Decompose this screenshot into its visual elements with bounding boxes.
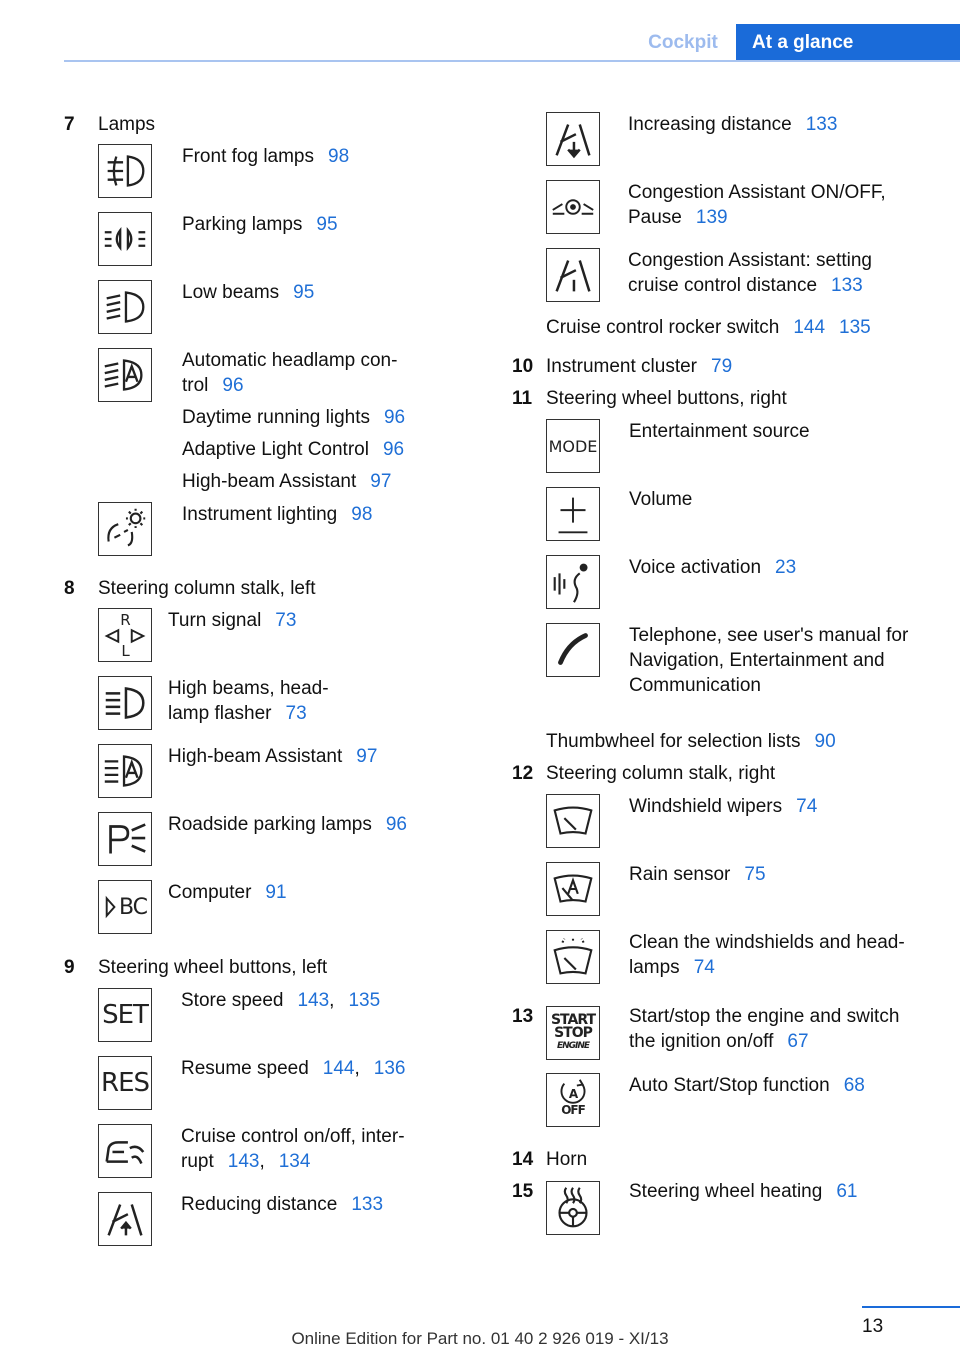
list-item: Resume speed 144, 136 <box>181 1058 406 1079</box>
header-chapter-tab[interactable]: At a glance <box>736 24 960 62</box>
instrument-lighting-icon <box>98 502 152 556</box>
page-ref-link[interactable]: 144 <box>322 1058 355 1079</box>
list-item: Roadside parking lamps 96 <box>168 814 407 835</box>
high-beam-icon <box>98 676 152 730</box>
edition-footer: Online Edition for Part no. 01 40 2 926 019 - XI/13 <box>291 1329 669 1348</box>
cruise-control-icon <box>98 1124 152 1178</box>
section-title: Instrument cluster 79 <box>546 356 733 377</box>
list-item: Adaptive Light Control 96 <box>182 439 405 460</box>
res-label: RES <box>101 1068 149 1098</box>
page-ref-link[interactable]: 97 <box>370 471 392 492</box>
section-title: Steering wheel buttons, left <box>98 957 328 978</box>
start-stop-label: START STOP ENGINE <box>550 1011 596 1051</box>
section-title: Steering wheel buttons, right <box>546 388 787 409</box>
list-item: Entertainment source <box>629 421 810 442</box>
page-ref-link[interactable]: 134 <box>278 1151 311 1172</box>
telephone-icon <box>546 623 600 677</box>
list-item: Congestion Assistant ON/OFF, Pause 139 <box>628 182 886 228</box>
page-ref-link[interactable]: 133 <box>831 275 863 296</box>
page-ref-link[interactable]: 79 <box>711 356 733 377</box>
high-beam-assistant-icon <box>98 744 152 798</box>
list-item: Front fog lamps 98 <box>182 146 350 167</box>
page-ref-link[interactable]: 135 <box>348 990 381 1011</box>
auto-off-label: A OFF <box>561 1087 585 1117</box>
list-item: Start/stop the engine and switch the ignition on/off 67 <box>629 1006 900 1052</box>
section-number: 14 <box>512 1149 534 1170</box>
section-title: Steering column stalk, left <box>98 578 316 599</box>
page-ref-link[interactable]: 98 <box>328 146 350 167</box>
bc-label: BC <box>118 894 148 920</box>
list-item: Increasing distance 133 <box>628 114 838 135</box>
congestion-assistant-icon <box>546 180 600 234</box>
page-ref-link[interactable]: 67 <box>787 1031 809 1052</box>
windshield-wiper-icon <box>546 794 600 848</box>
reducing-distance-icon <box>98 1192 152 1246</box>
page-ref-link[interactable]: 96 <box>222 375 244 396</box>
list-item: Windshield wipers 74 <box>629 796 818 817</box>
page-ref-link[interactable]: 96 <box>383 407 406 428</box>
list-item: Clean the windshields and head- lamps 74 <box>629 932 905 978</box>
list-item: High-beam Assistant 97 <box>182 471 392 492</box>
page-ref-link[interactable]: 95 <box>293 282 315 303</box>
computer-icon <box>98 880 152 934</box>
page-ref-link[interactable]: 133 <box>351 1194 384 1215</box>
list-item: Telephone, see user's manual for Navigation, Entertainment and Communication <box>629 625 909 696</box>
page-ref-link[interactable]: 91 <box>265 882 287 903</box>
list-item: Volume <box>629 489 693 510</box>
section-title: Horn <box>546 1149 588 1170</box>
section-number: 7 <box>64 114 75 135</box>
list-item: Voice activation 23 <box>629 557 797 578</box>
mode-label: MODE <box>548 436 598 456</box>
page-ref-link[interactable]: 97 <box>356 746 378 767</box>
list-item: Rain sensor 75 <box>629 864 766 885</box>
list-item: Instrument lighting 98 <box>182 504 373 525</box>
steering-wheel-heating-icon <box>546 1181 600 1235</box>
set-button-icon <box>98 988 152 1042</box>
list-item: Steering wheel heating 61 <box>629 1181 858 1202</box>
page-ref-link[interactable]: 133 <box>805 114 838 135</box>
section-number: 13 <box>512 1006 534 1027</box>
page-ref-link[interactable]: 143 <box>227 1151 260 1172</box>
list-item: Parking lamps 95 <box>182 214 338 235</box>
header-rule <box>64 60 960 62</box>
section-number: 12 <box>512 763 534 784</box>
section-number: 15 <box>512 1181 534 1202</box>
list-item: Computer 91 <box>168 882 287 903</box>
list-item: High beams, head- lamp flasher 73 <box>168 678 329 724</box>
cruise-distance-icon <box>546 248 600 302</box>
voice-activation-icon <box>546 555 600 609</box>
header-section-tab[interactable]: Cockpit <box>648 32 718 53</box>
page-ref-link[interactable]: 144 <box>793 317 826 338</box>
page-ref-link[interactable]: 139 <box>695 207 728 228</box>
section-number: 10 <box>512 356 534 377</box>
list-item: Store speed 143, 135 <box>181 990 381 1011</box>
page-ref-link[interactable]: 95 <box>316 214 338 235</box>
auto-start-stop-icon <box>546 1073 600 1127</box>
list-item: Turn signal 73 <box>168 610 297 631</box>
footer-rule <box>862 1306 960 1308</box>
turn-r-label: R <box>120 611 130 629</box>
res-button-icon <box>98 1056 152 1110</box>
list-item: Auto Start/Stop function 68 <box>629 1075 865 1096</box>
page-ref-link[interactable]: 73 <box>285 703 307 724</box>
page-ref-link[interactable]: 68 <box>843 1075 865 1096</box>
section-number: 8 <box>64 578 75 599</box>
list-item: High-beam Assistant 97 <box>168 746 378 767</box>
page-ref-link[interactable]: 74 <box>796 796 818 817</box>
page-ref-link[interactable]: 143 <box>297 990 330 1011</box>
section-number: 11 <box>512 388 533 409</box>
washer-icon <box>546 930 600 984</box>
page-ref-link[interactable]: 61 <box>836 1181 858 1202</box>
list-item: Thumbwheel for selection lists 90 <box>546 731 836 752</box>
section-title: Lamps <box>98 114 156 135</box>
roadside-parking-icon <box>98 812 152 866</box>
page-ref-link[interactable]: 135 <box>839 317 871 338</box>
list-item: Daytime running lights 96 <box>182 407 406 428</box>
list-item: Cruise control rocker switch 144 135 <box>546 317 871 338</box>
page-ref-link[interactable]: 90 <box>814 731 836 752</box>
turn-signal-icon <box>98 608 152 662</box>
list-item: Low beams 95 <box>182 282 315 303</box>
page-ref-link[interactable]: 73 <box>275 610 297 631</box>
list-item: Reducing distance 133 <box>181 1194 384 1215</box>
list-item: Congestion Assistant: setting cruise control distance 133 <box>628 250 872 296</box>
fog-lamp-icon <box>98 144 152 198</box>
increasing-distance-icon <box>546 112 600 166</box>
list-item: Automatic headlamp con- trol 96 <box>182 350 398 396</box>
parking-lamp-icon <box>98 212 152 266</box>
page-ref-link[interactable]: 96 <box>382 439 405 460</box>
page-ref-link[interactable]: 23 <box>775 557 797 578</box>
page-ref-link[interactable]: 136 <box>373 1058 406 1079</box>
start-stop-button-icon <box>546 1006 600 1060</box>
rain-sensor-icon <box>546 862 600 916</box>
page-ref-link[interactable]: 96 <box>385 814 407 835</box>
set-label: SET <box>102 1000 148 1030</box>
list-item: Cruise control on/off, inter- rupt 143, 134 <box>181 1126 405 1172</box>
turn-l-label: L <box>121 642 129 660</box>
mode-button-icon <box>546 419 600 473</box>
volume-icon <box>546 487 600 541</box>
page-ref-link[interactable]: 98 <box>351 504 373 525</box>
section-number: 9 <box>64 957 75 978</box>
page-ref-link[interactable]: 74 <box>693 957 715 978</box>
auto-headlamp-icon <box>98 348 152 402</box>
section-title: Steering column stalk, right <box>546 763 776 784</box>
page-number: 13 <box>862 1316 884 1337</box>
page-ref-link[interactable]: 75 <box>744 864 766 885</box>
low-beam-icon <box>98 280 152 334</box>
